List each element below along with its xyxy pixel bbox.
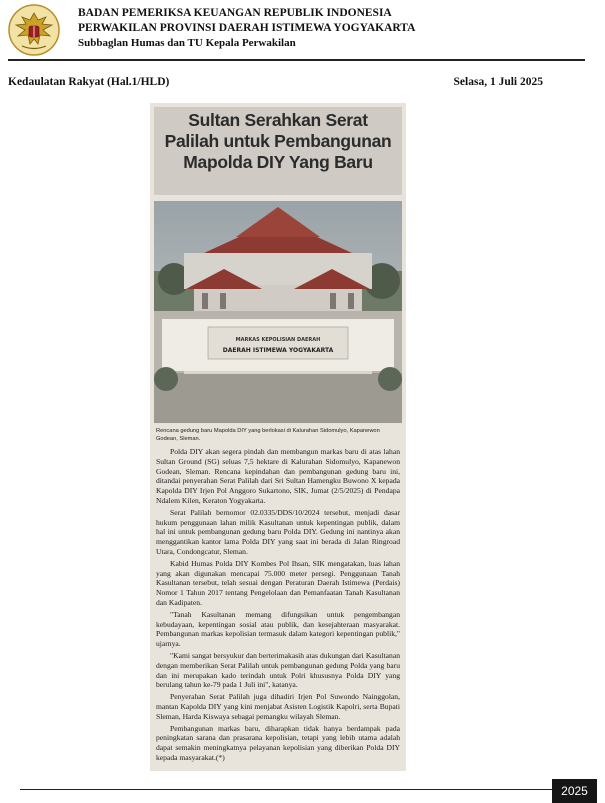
headline-line: Palilah untuk Pembangunan — [164, 131, 392, 151]
newspaper-source: Kedaulatan Rakyat (Hal.1/HLD) — [8, 76, 170, 88]
page-label: 2025 — [552, 779, 597, 803]
footer-divider — [20, 789, 552, 790]
article-paragraph: Penyerahan Serat Palilah juga dihadiri Irjen Pol Suwondo Nainggolan, mantan Kapolda DIY yang kini menjabat Asisten Logistik Kapolri, serta Bupati Sleman, Harda Kiswaya sebagai pemangku wilayah Sleman. — [156, 692, 400, 721]
article-paragraph: "Kami sangat bersyukur dan berterimakasih atas dukungan dari Kasultanan dengan memberikan Serat Palilah untuk pembangunan gedung Polda yang baru dan ini merupakan kado terindah untuk Polri khususnya Polda DIY yang berulang tahun ke-79 pada 1 Juli ini", katanya. — [156, 650, 400, 690]
photo-sign-line2: DAERAH ISTIMEWA YOGYAKARTA — [222, 347, 334, 354]
article-photo — [154, 201, 402, 423]
garuda-emblem-icon — [8, 4, 60, 56]
letterhead — [0, 0, 605, 60]
photo-caption: Rencana gedung baru Mapolda DIY yang berlokasi di Kalurahan Sidomulyo, Kapanewon Godean, Sleman. — [156, 428, 380, 442]
article-paragraph: Pembangunan markas baru, diharapkan tidak hanya berdampak pada peningkatan sarana dan prasarana kepolisian, tetapi yang lebih utama adalah dapat semakin meningkatnya pelayanan kepolisian yang diberikan Polda DIY kepada masyarakat.(*) — [156, 723, 400, 762]
article-paragraph: Polda DIY akan segera pindah dan membangun markas baru di atas lahan Sultan Ground (SG) seluas 7,5 hektare di Kalurahan Sidomulyo, Kapanewon Godean, Sleman. Rencana kepindahan dan pembangunan gedung baru ini, ditandai penyerahan Serat Palilah dari Sri Sultan Hamengku Buwono X kepada Kapolda DIY Irjen Pol Anggoro Sukartono, SIK, Jumat (2/5/2025) di Pendapa Ndalem Kilen, Keraton Yogyakarta. — [156, 447, 400, 505]
org-name-line1: BADAN PEMERIKSA KEUANGAN REPUBLIK INDONESIA — [78, 7, 392, 19]
article-headline — [154, 107, 402, 195]
org-name-line2: PERWAKILAN PROVINSI DAERAH ISTIMEWA YOGYAKARTA — [78, 22, 416, 34]
publication-date: Selasa, 1 Juli 2025 — [453, 76, 543, 88]
article-body — [156, 447, 400, 765]
article-paragraph: "Tanah Kasultanan memang difungsikan untuk pengembangan kebudayaan, kepentingan sosial atau publik, dan kesejahteraan masyarakat. Pembangunan markas kepolisian termasuk dalam kategori kepentingan publik," ujarnya. — [156, 609, 400, 649]
header-divider — [8, 59, 585, 61]
news-clipping — [150, 103, 406, 771]
article-paragraph: Serat Palilah bernomor 02.0335/DDS/10/2024 tersebut, menjadi dasar hukum penggunaan lahan milik Kasultanan untuk kepentingan publik, dalam hal ini untuk pembangunan gedung baru Polda DIY. Gedung ini nantinya akan menggantikan kantor lama Polda DIY yang saat ini berada di Jalan Ringroad Utara, Condongcatur, Sleman. — [156, 507, 400, 556]
org-subunit: Subbaglan Humas dan TU Kepala Perwakilan — [78, 37, 296, 49]
headline-line: Mapolda DIY Yang Baru — [183, 152, 373, 172]
photo-sign-line1: MARKAS KEPOLISIAN DAERAH — [235, 337, 321, 343]
headline-line: Sultan Serahkan Serat — [188, 110, 368, 130]
article-paragraph: Kabid Humas Polda DIY Kombes Pol Ihsan, SIK mengatakan, luas lahan yang akan digunakan mencapai 75.000 meter persegi. Penggunaan Tanah Kasultanan tersebut, telah sesuai dengan Peraturan Daerah Istimewa (Perdais) Nomor 1 Tahun 2017 tentang Pengelolaan dan Pemanfaatan Tanah Kasultanan dan Kadipaten. — [156, 558, 400, 607]
